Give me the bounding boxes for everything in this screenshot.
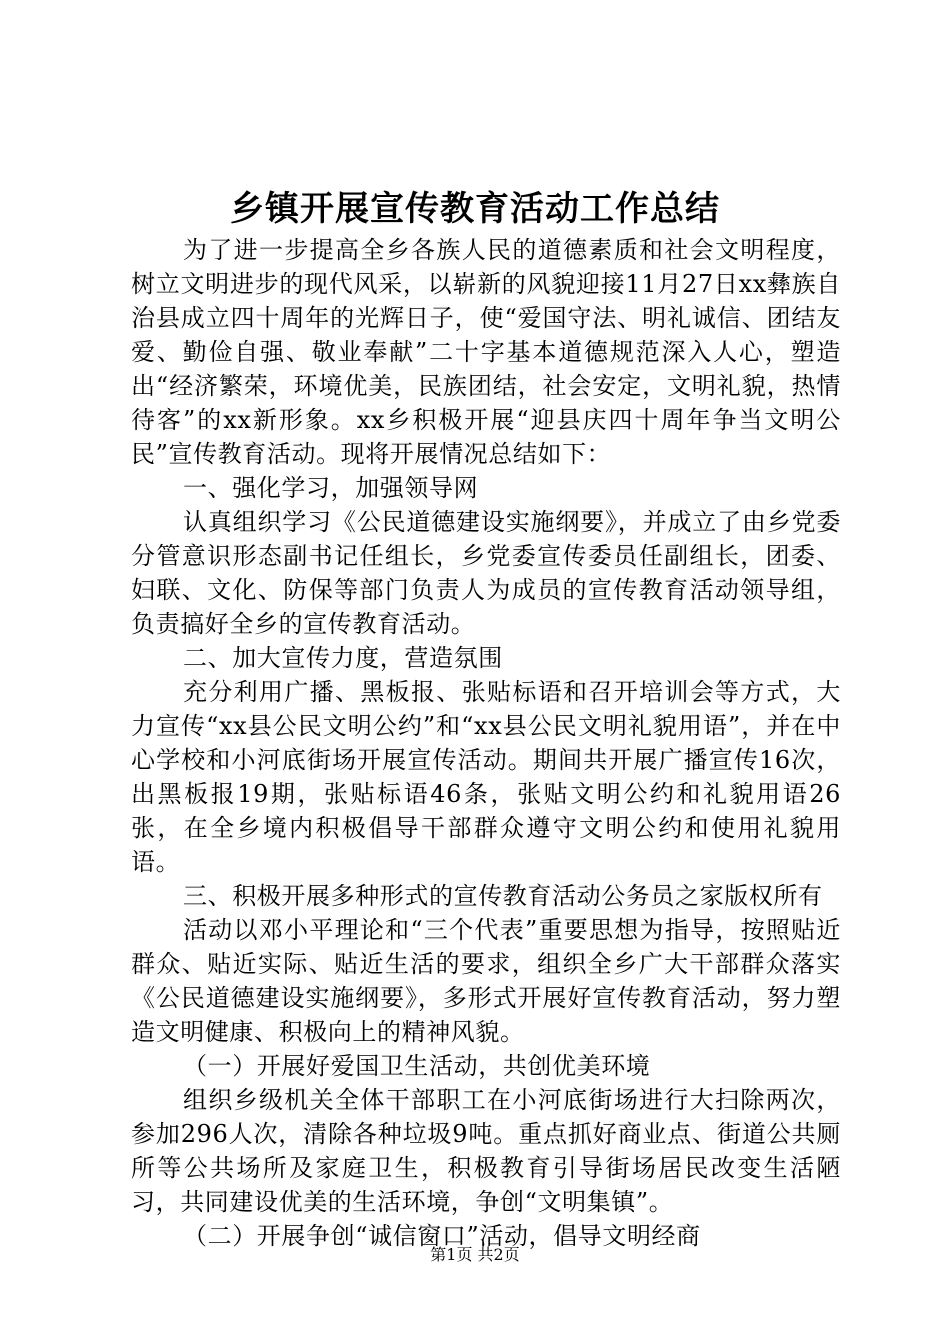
section-heading-3: 三、积极开展多种形式的宣传教育活动公务员之家版权所有 (183, 882, 823, 910)
paragraph-intro: 为了进一步提高全乡各族人民的道德素质和社会文明程度，树立文明进步的现代风采，以崭新的风貌迎接11月27日xx彝族自治县成立四十周年的光辉日子，使“爱国守法、明礼诚信、团结友爱、勤俭自强、敬业奉献”二十字基本道德规范深入人心，塑造出“经济繁荣，环境优美，民族团结，社会安定，文明礼貌，热情待客”的xx新形象。xx乡积极开展“迎县庆四十周年争当文明公民”宣传教育活动。现将开展情况总结如下： (131, 236, 841, 468)
section-heading-2: 二、加大宣传力度，营造氛围 (183, 644, 503, 672)
paragraph-section-3: 活动以邓小平理论和“三个代表”重要思想为指导，按照贴近群众、贴近实际、贴近生活的要求，组织全乡广大干部群众落实《公民道德建设实施纲要》，多形式开展好宣传教育活动，努力塑造文明健康、积极向上的精神风貌。 (131, 916, 841, 1046)
section-heading-1: 一、强化学习，加强领导网 (183, 474, 479, 502)
subsection-heading-2: （二）开展争创“诚信窗口”活动，倡导文明经商 (183, 1222, 701, 1250)
paragraph-section-2: 充分利用广播、黑板报、张贴标语和召开培训会等方式，大力宣传“xx县公民文明公约”和“xx县公民文明礼貌用语”，并在中心学校和小河底街场开展宣传活动。期间共开展广播宣传16次，出黑板报19期，张贴标语46条，张贴文明公约和礼貌用语26张，在全乡境内积极倡导干部群众遵守文明公约和使用礼貌用语。 (131, 678, 841, 876)
paragraph-subsection-1: 组织乡级机关全体干部职工在小河底街场进行大扫除两次，参加296人次，清除各种垃圾9吨。重点抓好商业点、街道公共厕所等公共场所及家庭卫生，积极教育引导街场居民改变生活陋习，共同建设优美的生活环境，争创“文明集镇”。 (131, 1086, 841, 1216)
subsection-heading-1: （一）开展好爱国卫生活动，共创优美环境 (183, 1052, 651, 1080)
paragraph-section-1: 认真组织学习《公民道德建设实施纲要》，并成立了由乡党委分管意识形态副书记任组长，乡党委宣传委员任副组长，团委、妇联、文化、防保等部门负责人为成员的宣传教育活动领导组，负责搞好全乡的宣传教育活动。 (131, 508, 841, 638)
page-title: 乡镇开展宣传教育活动工作总结 (230, 189, 720, 229)
page-footer: 第1页 共2页 (430, 1245, 520, 1264)
document-body (131, 233, 841, 1253)
